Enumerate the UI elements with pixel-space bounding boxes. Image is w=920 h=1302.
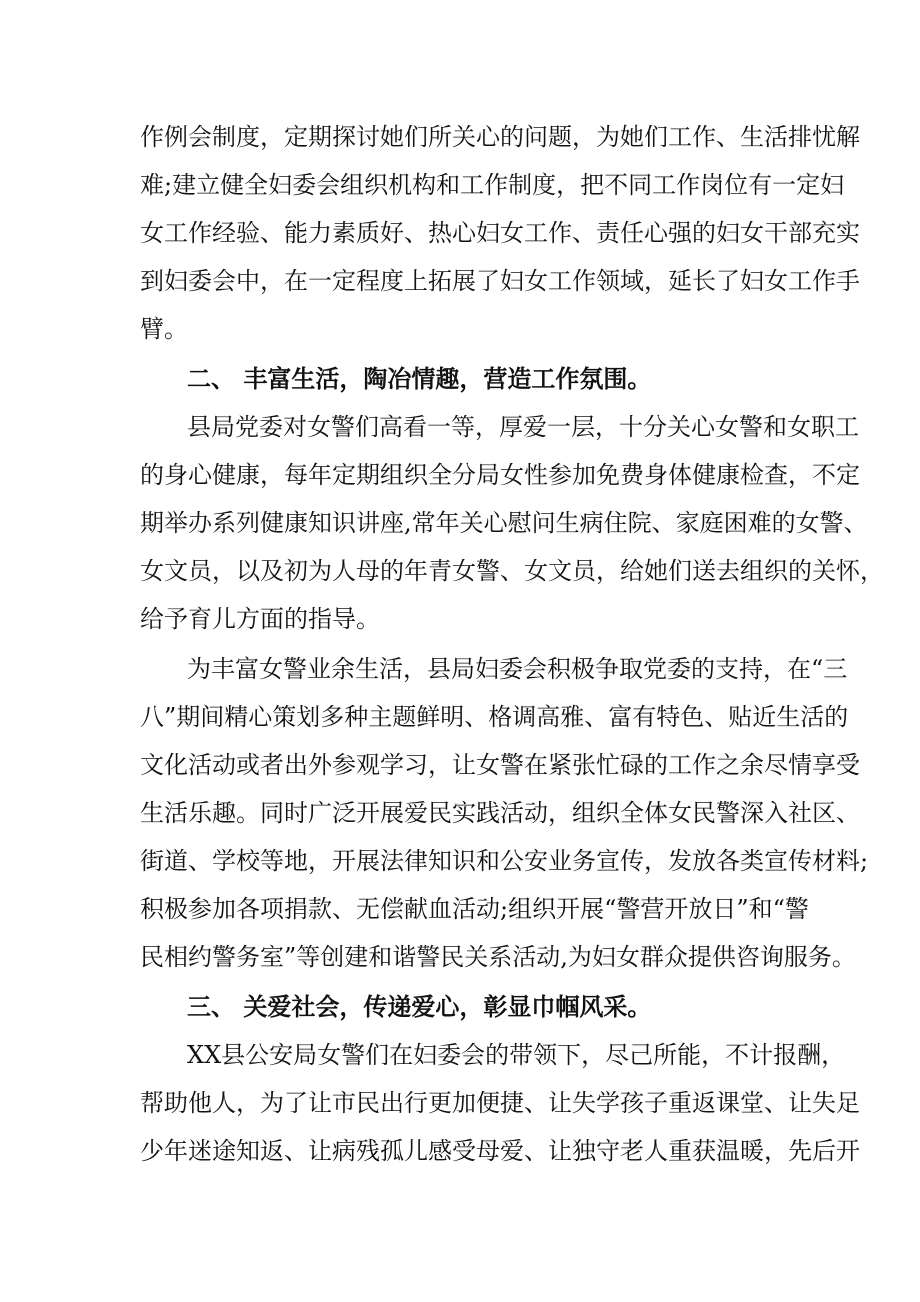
paragraph-line: 女工作经验、能力素质好、热心妇女工作、责任心强的妇女干部充实 [140,219,860,247]
paragraph-line: 女文员，以及初为人母的年青女警、女文员，给她们送去组织的关怀， [140,557,884,585]
paragraph-line: 给予育儿方面的指导。 [140,605,380,633]
paragraph-line: 为丰富女警业余生活，县局妇委会积极争取党委的支持，在“三 [187,655,848,683]
paragraph-line: 难;建立健全妇委会组织机构和工作制度，把不同工作岗位有一定妇 [140,171,845,199]
paragraph-line: 臂。 [140,315,188,343]
paragraph-line: 积极参加各项捐款、无偿献血活动;组织开展“警营开放日”和“警 [140,895,809,923]
paragraph-line: 县局党委对女警们高看一等，厚爱一层，十分关心女警和女职工 [187,413,859,441]
paragraph-line: XX县公安局女警们在妇委会的带领下，尽己所能，不计报酬， [187,1041,846,1069]
paragraph-line: 八”期间精心策划多种主题鲜明、格调高雅、富有特色、贴近生活的 [140,703,849,731]
paragraph-line: 文化活动或者出外参观学习，让女警在紧张忙碌的工作之余尽情享受 [140,751,860,779]
paragraph-line: 民相约警务室”等创建和谐警民关系活动,为妇女群众提供咨询服务。 [140,943,856,971]
paragraph-line: 期举办系列健康知识讲座,常年关心慰问生病住院、家庭困难的女警、 [140,509,868,537]
paragraph-line: 帮助他人，为了让市民出行更加便捷、让失学孩子重返课堂、让失足 [140,1089,860,1117]
paragraph-line: 到妇委会中，在一定程度上拓展了妇女工作领域，延长了妇女工作手 [140,267,860,295]
paragraph-line: 生活乐趣。同时广泛开展爱民实践活动，组织全体女民警深入社区、 [140,799,860,827]
paragraph-line: 少年迷途知返、让病残孤儿感受母爱、让独守老人重获温暖，先后开 [140,1137,860,1165]
section-heading-3: 三、 关爱社会，传递爱心，彰显巾帼风采。 [187,992,652,1021]
section-heading-2: 二、 丰富生活，陶冶情趣，营造工作氛围。 [187,364,652,393]
paragraph-line: 的身心健康，每年定期组织全分局女性参加免费身体健康检查，不定 [140,461,860,489]
paragraph-line: 作例会制度，定期探讨她们所关心的问题，为她们工作、生活排忧解 [140,123,860,151]
paragraph-line: 街道、学校等地，开展法律知识和公安业务宣传，发放各类宣传材料; [140,847,869,875]
